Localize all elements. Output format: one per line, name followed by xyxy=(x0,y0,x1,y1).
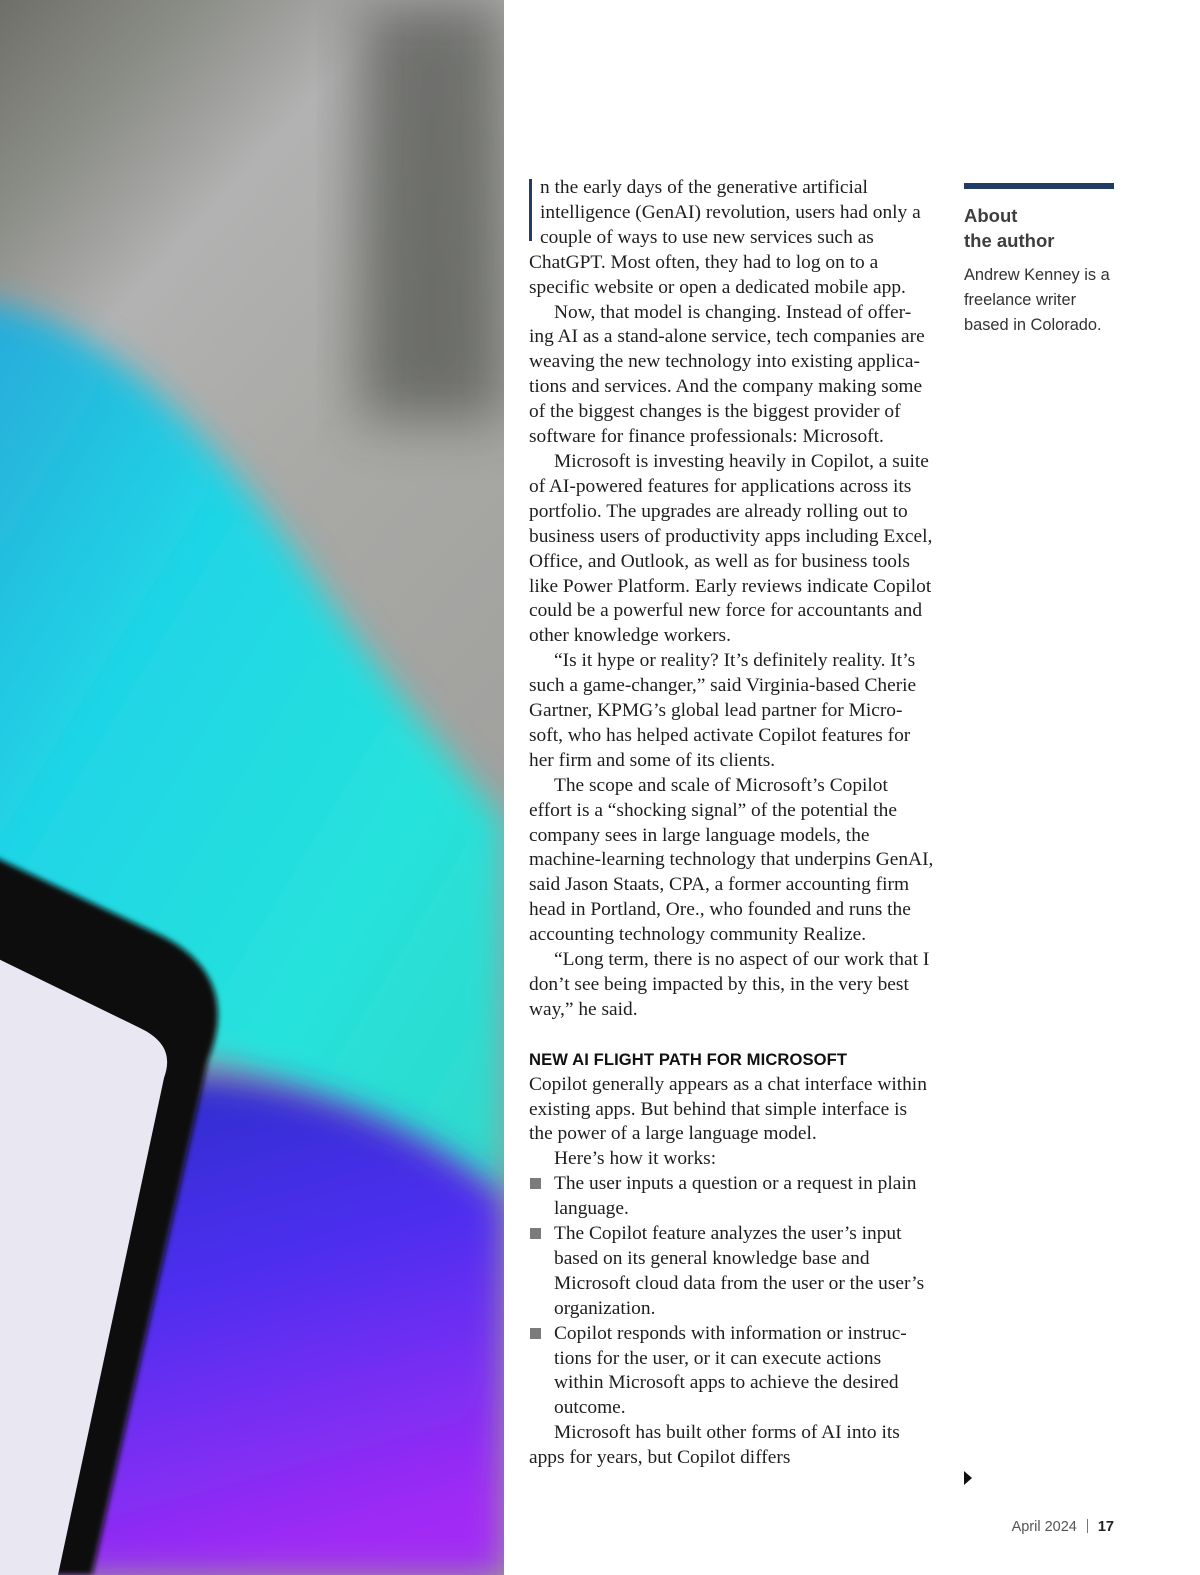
article-paragraph: Microsoft is investing heavily in Copilot, a suite of AI-powered features for applications across its portfolio. The upgrades are already rolling out to business users of productivity apps including Excel, Office, and Outlook, as well as for business tools like Power Platform. Early reviews indicate Copilot could be a powerful new force for accountants and other knowledge workers. xyxy=(529,450,933,647)
author-bio: Andrew Kenney is a freelance writer based in Colorado. xyxy=(964,266,1110,334)
list-item xyxy=(529,1172,934,1222)
continue-arrow-icon xyxy=(964,1471,972,1485)
article-paragraph: Now, that model is changing. Instead of offer-ing AI as a stand-alone service, tech companies are weaving the new technology into existing applica-tions and services. And the company making some of the biggest changes is the biggest provider of software for finance professionals: Microsoft. xyxy=(529,301,925,448)
list-item xyxy=(529,1322,934,1422)
article-body xyxy=(529,176,934,1471)
sidebar-heading xyxy=(964,203,1114,253)
steps-list xyxy=(529,1172,934,1421)
list-item xyxy=(529,1222,934,1322)
issue-date: April 2024 xyxy=(1011,1519,1077,1535)
sidebar-heading-line: About xyxy=(964,205,1018,226)
how-it-works-paragraph: Here’s how it works: xyxy=(554,1148,717,1170)
square-bullet-icon xyxy=(530,1228,541,1239)
footer-divider xyxy=(1087,1519,1088,1533)
page-footer xyxy=(1012,1519,1114,1535)
smartphone-photo-illustration xyxy=(0,0,504,1575)
list-item-text: The user inputs a question or a request in plain language. xyxy=(554,1173,917,1220)
section-heading: NEW AI FLIGHT PATH FOR MICROSOFT xyxy=(529,1049,848,1069)
page-number: 17 xyxy=(1097,1519,1114,1535)
article-paragraph: “Long term, there is no aspect of our work that I don’t see being impacted by this, in the very best way,” he said. xyxy=(529,949,930,1020)
article-paragraph: The scope and scale of Microsoft’s Copilot effort is a “shocking signal” of the potential the company sees in large language models, the machine-learning technology that underpins GenAI, said Jason Staats, CPA, a former accounting firm head in Portland, Ore., who founded and runs the accounting technology community Realize. xyxy=(529,774,934,946)
hero-photo xyxy=(0,0,504,1575)
article-paragraph: “Is it hype or reality? It’s definitely reality. It’s such a game-changer,” said Virginia-based Cherie Gartner, KPMG’s global lead partner for Micro-soft, who has helped activate Copilot features for her firm and some of its clients. xyxy=(529,650,917,771)
list-item-text: Copilot responds with information or instruc-tions for the user, or it can execute actions within Microsoft apps to achieve the desired outcome. xyxy=(554,1322,907,1419)
intro-text: n the early days of the generative artificial intelligence (GenAI) revolution, users had only a couple of ways to use new services such as ChatGPT. Most often, they had to log on to a specific website or open a dedicated mobile app. xyxy=(529,177,921,298)
sidebar-heading-line: the author xyxy=(964,230,1055,251)
sidebar-rule xyxy=(964,183,1114,189)
article-intro-paragraph xyxy=(529,176,934,301)
dropcap-bar xyxy=(529,179,532,241)
section-intro-paragraph: Copilot generally appears as a chat interface within existing apps. But behind that simple interface is the power of a large language model. xyxy=(529,1073,927,1145)
about-author-sidebar xyxy=(964,183,1114,338)
article-paragraph: Microsoft has built other forms of AI into its apps for years, but Copilot differs xyxy=(529,1422,900,1469)
square-bullet-icon xyxy=(530,1178,541,1189)
square-bullet-icon xyxy=(530,1328,541,1339)
list-item-text: The Copilot feature analyzes the user’s input based on its general knowledge base and Microsoft cloud data from the user or the user’s organization. xyxy=(554,1223,925,1319)
